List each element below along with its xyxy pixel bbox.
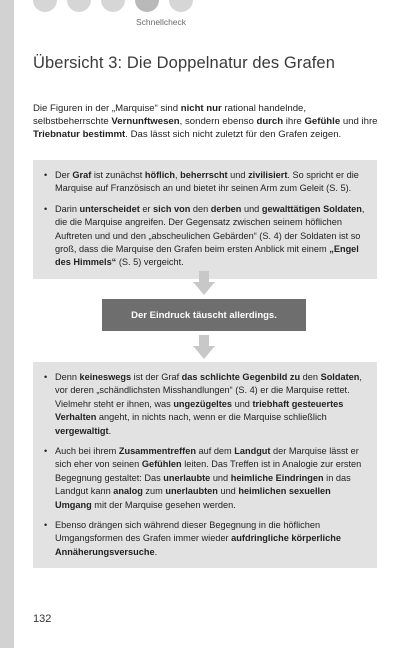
bullet-icon: • — [44, 203, 48, 214]
bullet-icon: • — [44, 170, 48, 180]
tab-dot-2[interactable] — [67, 0, 91, 12]
down-arrow-icon — [193, 335, 215, 359]
list-item — [43, 203, 365, 270]
list-item — [43, 445, 365, 512]
list-item-text: Ebenso drängen sich während dieser Begegnung in die höflichen Umgangsformen des Grafen immer wieder aufdringliche körperliche Annäherungsversuche. — [55, 520, 341, 557]
list-item-text: Auch bei ihrem Zusammentreffen auf dem Landgut der Marquise lässt er sich eher von seinen Gefühlen leiten. Das Treffen ist in Analogie zur ersten Begegnung gestaltet: Das unerlaubte und heimliche Eindringen in das Landgut kann analog zum unerlaubten und heimlichen sexuellen Umgang mit der Marquise gesehen werden. — [55, 446, 362, 510]
list-item — [43, 371, 365, 438]
list-item — [43, 519, 365, 559]
tab-label-schnellcheck: Schnellcheck — [135, 17, 187, 27]
list-item-text: Denn keineswegs ist der Graf das schlichte Gegenbild zu den Soldaten, vor deren „schändlichsten Misshandlungen“ (S. 4) er die Marquise rettet. Vielmehr steht er ihnen, was ungezügeltes und triebhaft gesteuertes Verhalten angeht, in nichts nach, wenn er die Marquise schließlich vergewaltigt. — [55, 372, 362, 436]
intro-paragraph: Die Figuren in der „Marquise“ sind nicht nur rational handelnde, selbstbeherrschte Vernunftwesen, sondern ebenso durch ihre Gefühle und ihre Triebnatur bestimmt. Das lässt sich nicht zuletzt für den Grafen zeigen. — [33, 103, 378, 141]
bullet-list-true-nature — [43, 371, 365, 559]
page-title: Übersicht 3: Die Doppelnatur des Grafen — [33, 54, 335, 72]
banner-impression-deceives: Der Eindruck täuscht allerdings. — [102, 299, 306, 331]
page-number: 132 — [33, 613, 52, 625]
chapter-tabs — [0, 0, 415, 30]
tab-dot-3[interactable] — [101, 0, 125, 12]
list-item-text: Der Graf ist zunächst höflich, beherrscht und zivilisiert. So spricht er die Marquise auf Französisch an und bietet ihr seinen Arm zum Geleit (S. 5). — [55, 170, 359, 194]
tab-dot-1[interactable] — [33, 0, 57, 12]
list-item — [43, 169, 365, 196]
tab-dot-5[interactable] — [169, 0, 193, 12]
tab-dot-schnellcheck[interactable] — [135, 0, 159, 12]
left-margin-bar — [0, 0, 14, 648]
list-item-text: Darin unterscheidet er sich von den derben und gewalttätigen Soldaten, die die Marquise angreifen. Der Gegensatz zwischen seinem höflichen Auftreten und und den „abscheulichen Gebärden“ (S. 4) der Soldaten ist so groß, dass die Marquise den Grafen beim ersten Anblick mit einem „Engel des Himmels“ (S. 5) vergeicht. — [55, 203, 365, 268]
summary-box-first-impression — [33, 160, 377, 279]
bullet-icon: • — [44, 520, 48, 531]
bullet-icon: • — [44, 446, 48, 457]
bullet-icon: • — [44, 372, 48, 382]
summary-box-true-nature — [33, 362, 377, 568]
down-arrow-icon — [193, 271, 215, 295]
bullet-list-first-impression — [43, 169, 365, 270]
